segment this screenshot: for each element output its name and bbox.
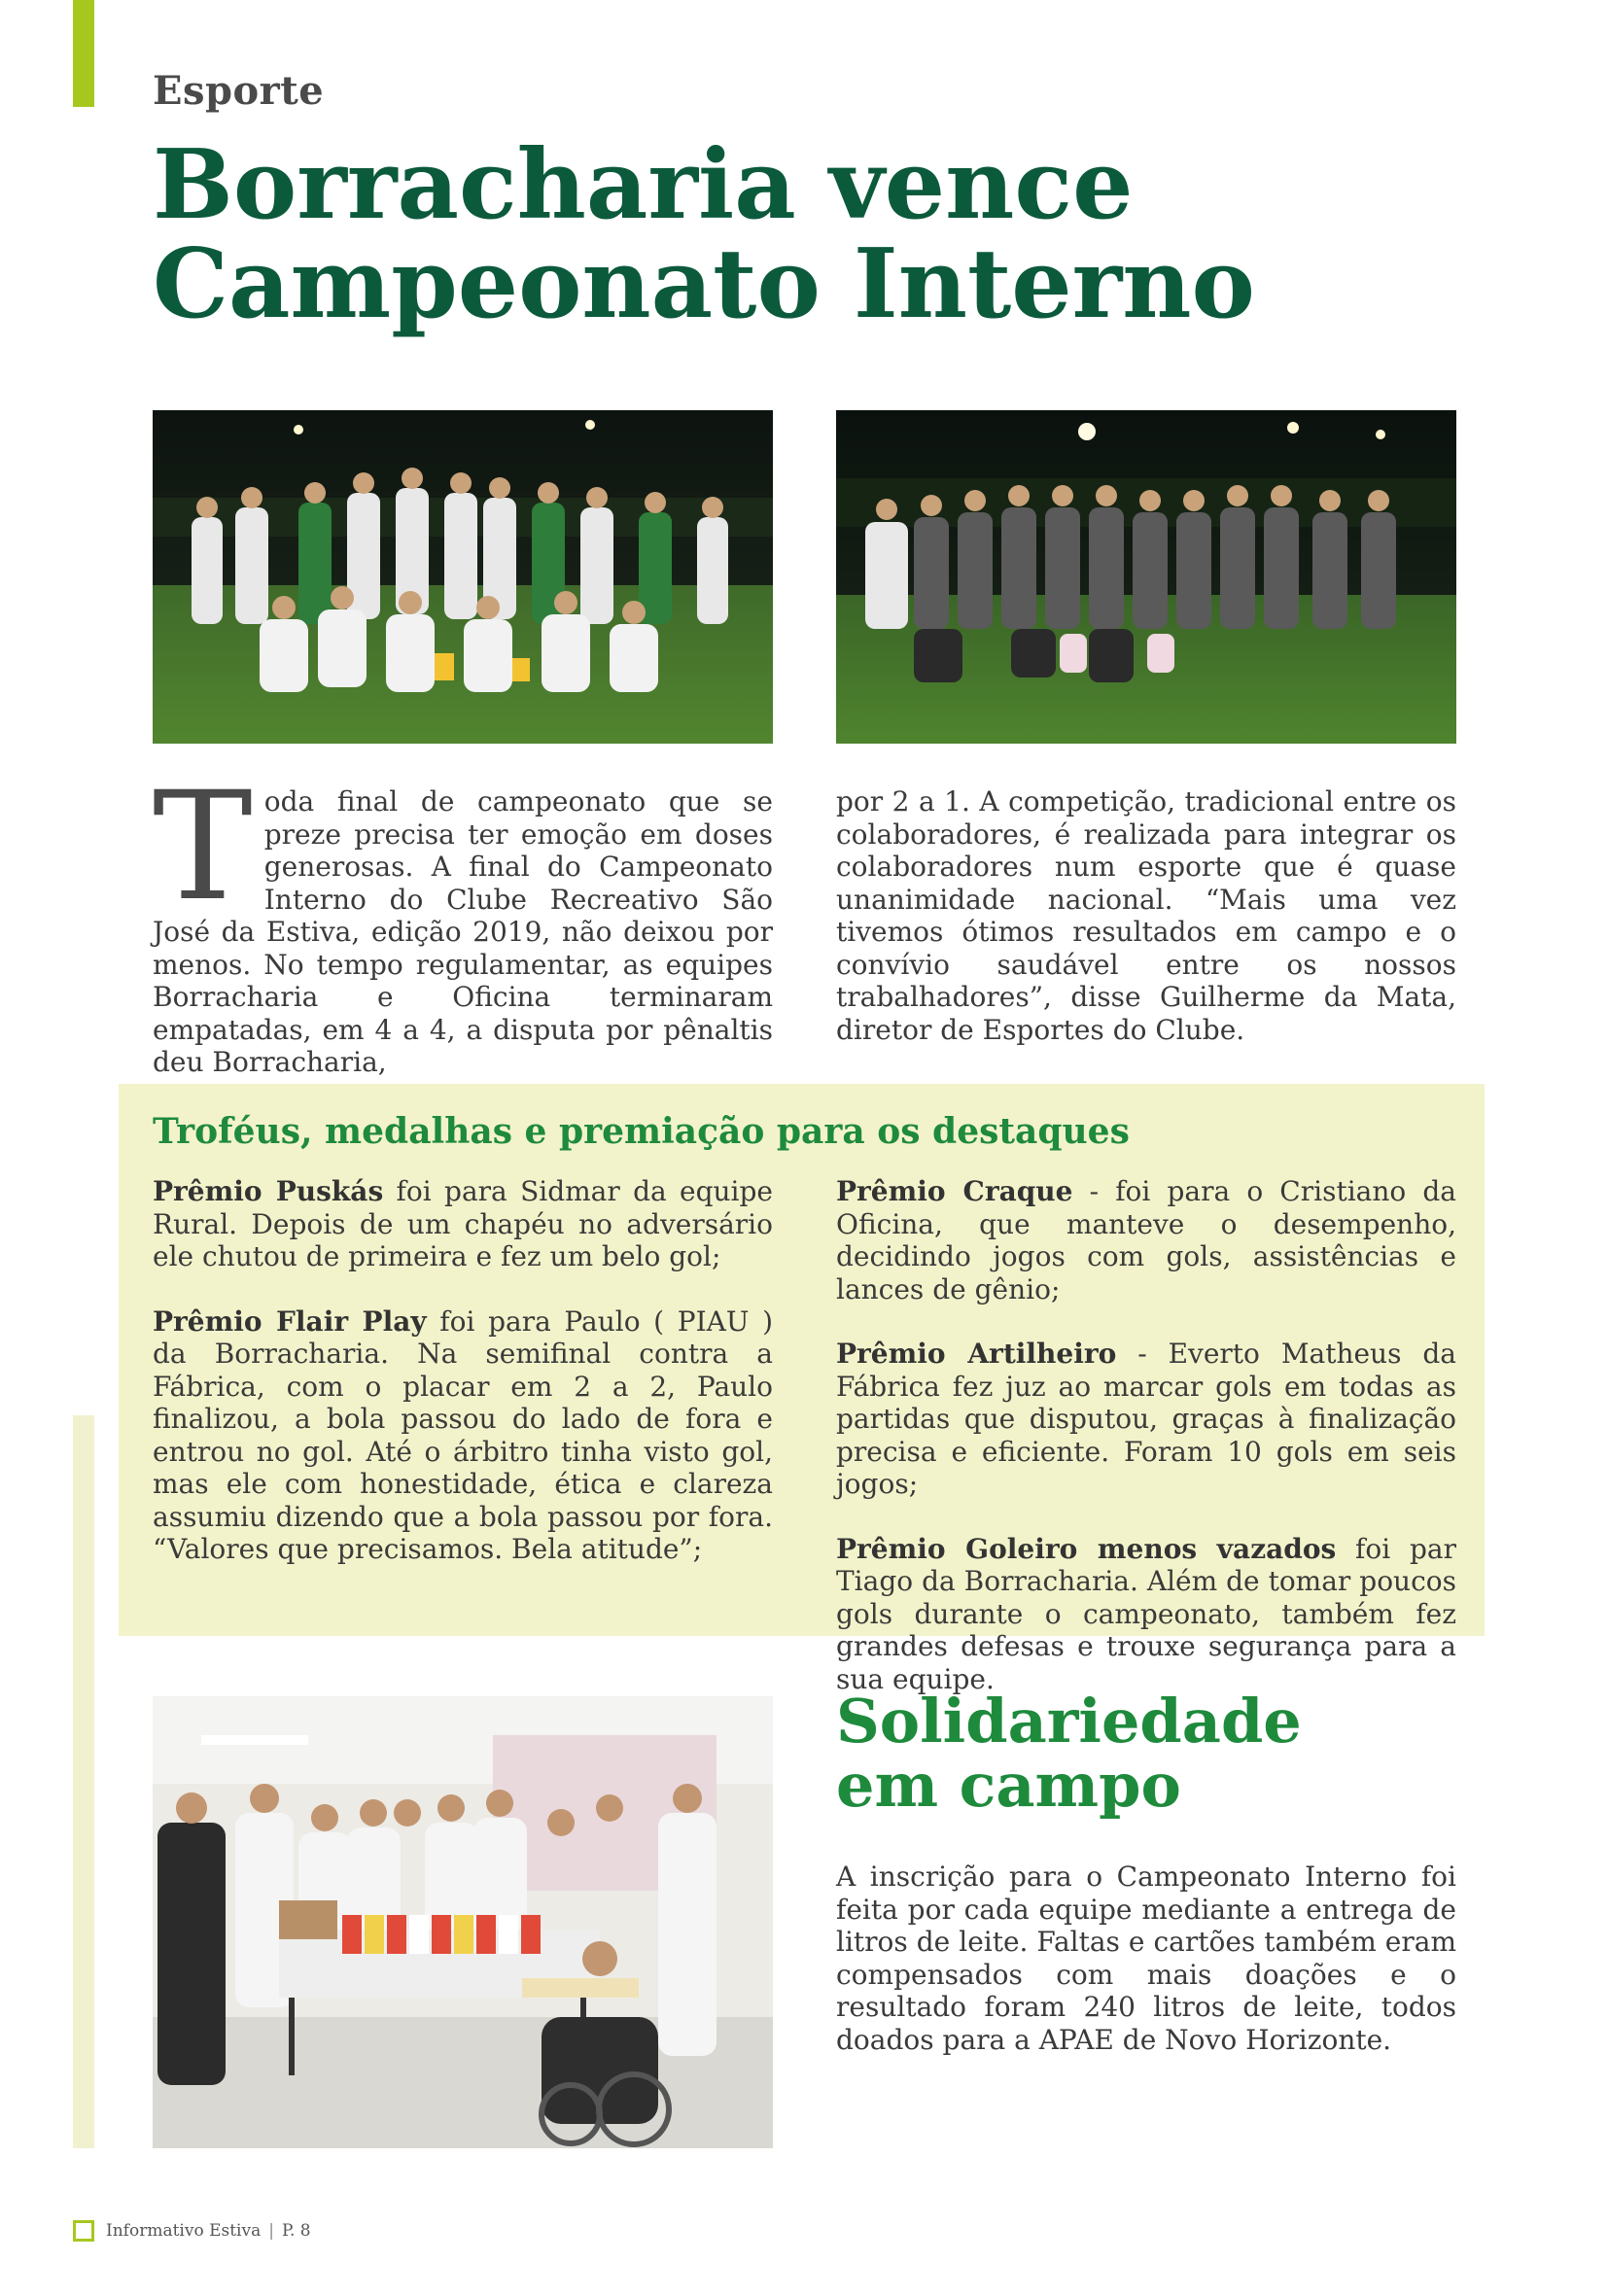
award-name: Prêmio Artilheiro bbox=[836, 1338, 1117, 1370]
award-text: foi par Tiago da Borracharia. Além de tomar poucos gols durante o campeonato, também fez grandes defesas e trouxe segurança para a sua equipe. bbox=[836, 1532, 1457, 1695]
photo-runner-up-team bbox=[836, 410, 1456, 744]
footer-page-number: P. 8 bbox=[281, 2221, 311, 2241]
award-name: Prêmio Goleiro menos vazados bbox=[836, 1532, 1337, 1565]
headline-line-2: Campeonato Interno bbox=[153, 228, 1255, 340]
award-artilheiro bbox=[836, 1338, 1456, 1501]
award-craque bbox=[836, 1175, 1456, 1305]
headline bbox=[153, 129, 1416, 340]
footer-publication: Informativo Estiva bbox=[106, 2221, 262, 2241]
footer-square-icon bbox=[73, 2220, 94, 2242]
headline-line-1: Borracharia vence bbox=[153, 129, 1134, 241]
award-name: Prêmio Puskás bbox=[153, 1175, 384, 1207]
solidarity-text: A inscrição para o Campeonato Interno foi feita por cada equipe mediante a entrega de litros de leite. Faltas e cartões também eram compensados com mais doações e o resultado foram 240 litros de leite, todos doados para a APAE de Novo Horizonte. bbox=[836, 1861, 1456, 2056]
article-column-1-text: oda final de campeonato que se preze precisa ter emoção em doses generosas. A final do Campeonato Interno do Clube Recreativo São José da Estiva, edição 2019, não deixou por menos. No tempo regulamentar, as equipes Borracharia e Oficina terminaram empatadas, em 4 a 4, a disputa por pênaltis deu Borracharia, bbox=[153, 785, 773, 1078]
article-column-1 bbox=[153, 760, 773, 1079]
solidarity-title bbox=[836, 1686, 1458, 1821]
award-name: Prêmio Craque bbox=[836, 1175, 1073, 1207]
accent-bar-side bbox=[73, 1415, 94, 2148]
awards-box-title: Troféus, medalhas e premiação para os destaques bbox=[153, 1111, 1130, 1152]
article-column-2: por 2 a 1. A competição, tradicional entre os colaboradores, é realizada para integrar os colaboradores num esporte que é quase unanimidade nacional. “Mais uma vez tivemos ótimos resultados em campo e o convívio saudável entre os nossos trabalhadores”, disse Guilherme da Mata, diretor de Esportes do Clube. bbox=[836, 785, 1456, 1046]
award-flair-play bbox=[153, 1305, 773, 1566]
award-text: foi para Paulo ( PIAU ) da Borracharia. Na semifinal contra a Fábrica, com o placar em 2 a 2, Paulo finalizou, a bola passou do lado de fora e entrou no gol. Até o árbitro tinha visto gol, mas ele com honestidade, ética e clareza assumiu dizendo que a bola passou por fora. “Valores que precisamos. Bela atitude”; bbox=[153, 1305, 773, 1565]
award-puskas bbox=[153, 1175, 773, 1273]
accent-bar-top bbox=[73, 0, 94, 107]
awards-column-right bbox=[836, 1175, 1456, 1727]
page-footer bbox=[73, 2220, 311, 2242]
section-label: Esporte bbox=[153, 68, 325, 114]
award-name: Prêmio Flair Play bbox=[153, 1305, 427, 1338]
photo-milk-donation bbox=[153, 1696, 773, 2148]
footer-separator: | bbox=[268, 2221, 274, 2241]
awards-column-left bbox=[153, 1175, 773, 1598]
photo-champion-team bbox=[153, 410, 773, 744]
award-text: - Everto Matheus da Fábrica fez juz ao marcar gols em todas as partidas que disputou, graças à finalização precisa e eficiente. Foram 10 gols em seis jogos; bbox=[836, 1338, 1457, 1500]
award-goleiro bbox=[836, 1533, 1456, 1696]
award-text: - foi para o Cristiano da Oficina, que manteve o desempenho, decidindo jogos com gols, assistências e lances de gênio; bbox=[836, 1175, 1456, 1305]
solidarity-title-line-1: Solidariedade bbox=[836, 1686, 1302, 1757]
solidarity-title-line-2: em campo bbox=[836, 1750, 1181, 1821]
award-text: foi para Sidmar da equipe Rural. Depois de um chapéu no adversário ele chutou de primeira e fez um belo gol; bbox=[153, 1175, 773, 1272]
drop-cap: T bbox=[153, 760, 253, 934]
